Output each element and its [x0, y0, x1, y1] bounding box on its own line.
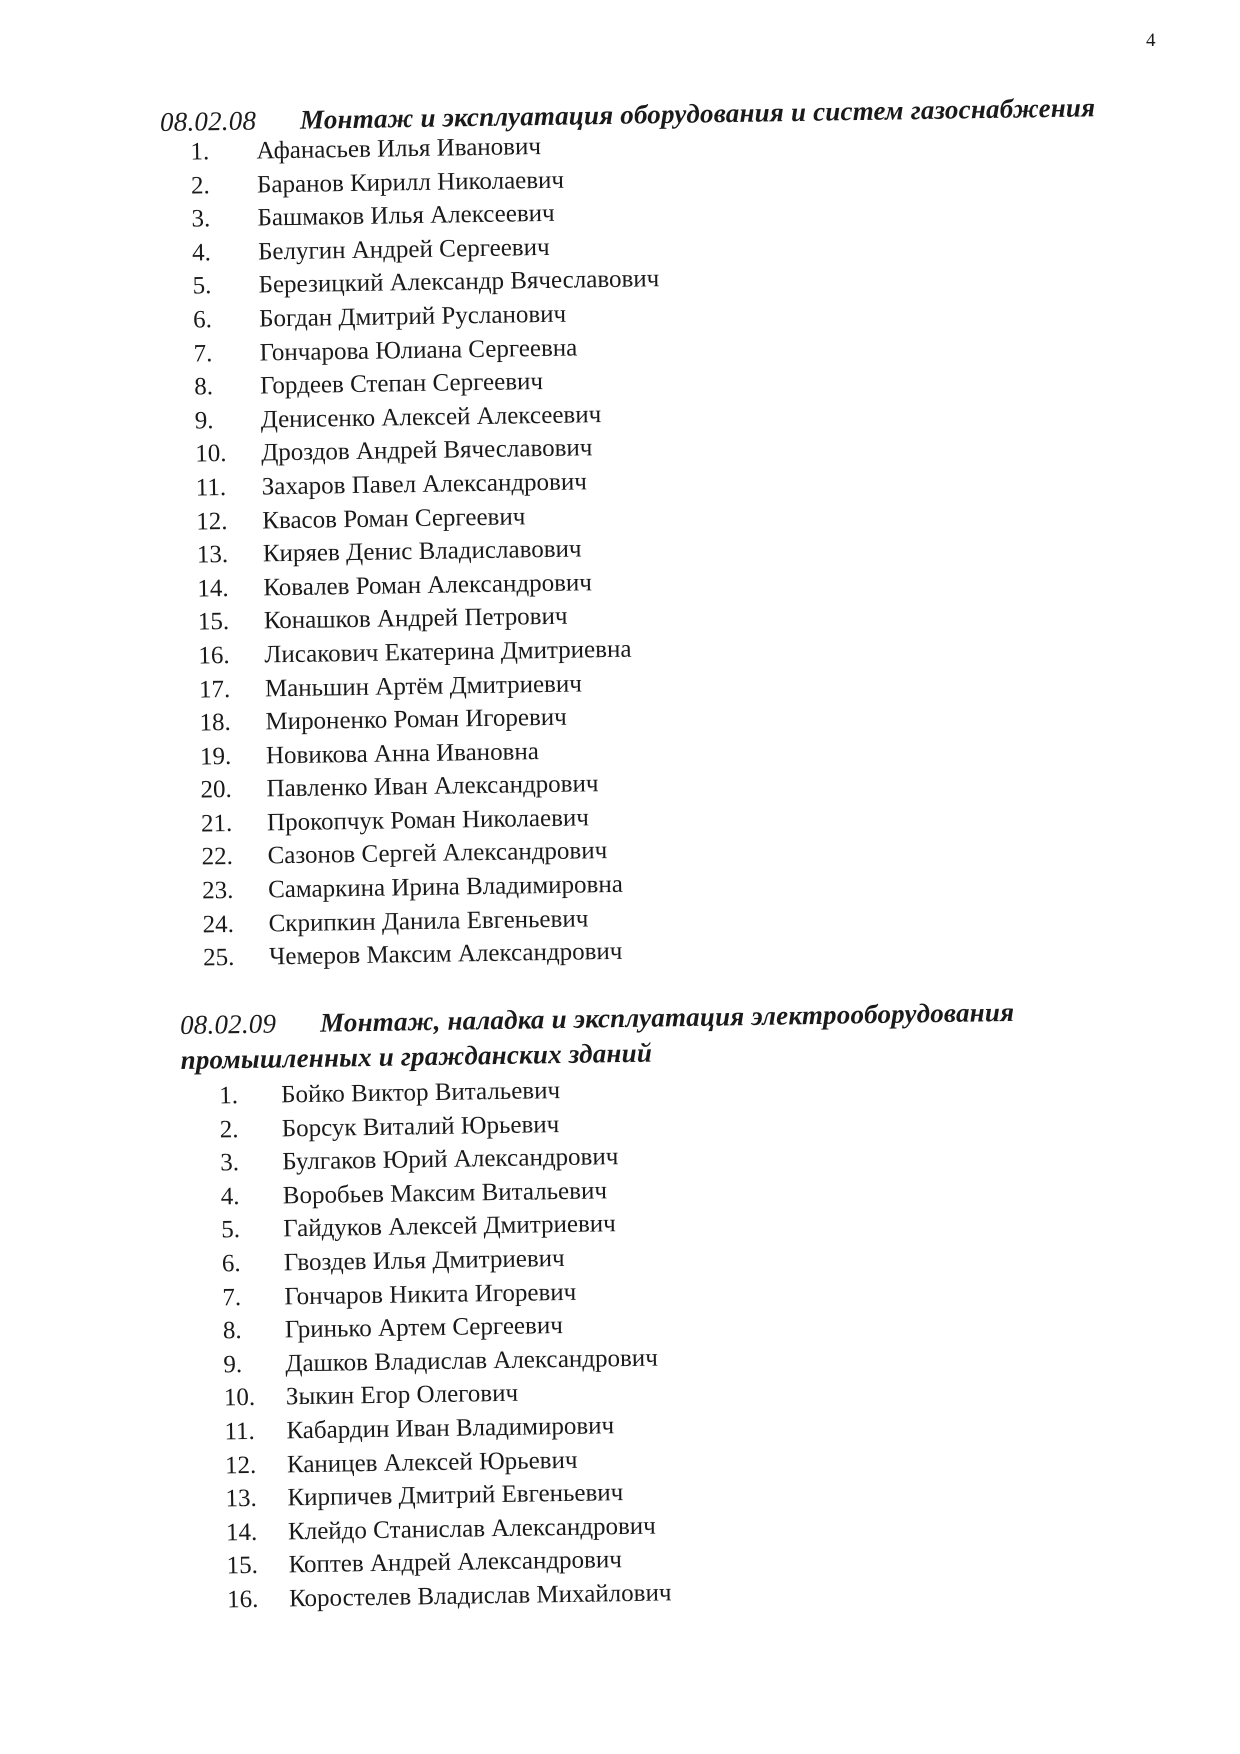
list-item [224, 1408, 669, 1449]
item-number: 9. [194, 406, 214, 435]
item-number: 8. [222, 1317, 242, 1345]
student-name: Гринько Артем Сергеевич [284, 1312, 563, 1344]
item-number: 10. [223, 1384, 256, 1412]
page-number: 4 [1146, 30, 1156, 51]
item-number: 10. [195, 440, 227, 468]
item-number: 6. [221, 1250, 241, 1278]
student-name: Коростелев Владислав Михайлович [288, 1579, 672, 1613]
student-name: Баранов Кирилл Николаевич [256, 166, 565, 199]
item-number: 16. [226, 1585, 259, 1614]
item-number: 5. [192, 272, 212, 300]
student-name: Мироненко Роман Игоревич [265, 703, 567, 736]
specialty-title-line2: промышленных и гражданских зданий [180, 1037, 653, 1075]
item-number: 15. [197, 608, 230, 636]
item-number: 13. [225, 1484, 257, 1513]
student-list [219, 1072, 672, 1616]
specialty-code: 08.02.08 [159, 105, 257, 137]
item-number: 4. [191, 239, 212, 267]
item-number: 17. [198, 675, 231, 703]
student-name: Сазонов Сергей Александрович [267, 837, 608, 870]
specialty-code: 08.02.09 [179, 1008, 277, 1040]
student-list [190, 128, 670, 975]
student-name: Гайдуков Алексей Дмитриевич [283, 1210, 616, 1243]
student-name: Квасов Роман Сергеевич [262, 502, 526, 534]
item-number: 3. [191, 205, 211, 233]
student-name: Прокопчук Роман Николаевич [266, 804, 590, 837]
item-number: 9. [223, 1350, 243, 1379]
student-name: Гончаров Никита Игоревич [284, 1278, 577, 1310]
student-name: Скрипкин Данила Евгеньевич [268, 905, 589, 938]
student-name: Кабардин Иван Владимирович [286, 1412, 615, 1445]
student-name: Самаркина Ирина Владимировна [267, 870, 624, 904]
student-name: Гончарова Юлиана Сергеевна [259, 334, 578, 367]
student-name: Кирпичев Дмитрий Евгеньевич [287, 1479, 624, 1512]
item-number: 18. [199, 709, 231, 737]
list-item [203, 934, 670, 975]
item-number: 14. [197, 574, 229, 603]
item-number: 4. [220, 1182, 240, 1211]
list-item [223, 1341, 668, 1382]
item-number: 2. [190, 171, 210, 200]
student-name: Клейдо Станислав Александрович [287, 1512, 656, 1546]
section-heading [180, 997, 1015, 1041]
student-name: Каницев Алексей Юрьевич [286, 1446, 578, 1478]
student-name: Воробьев Максим Витальевич [282, 1177, 608, 1210]
item-number: 6. [192, 306, 213, 334]
student-name: Бойко Виктор Витальевич [280, 1077, 561, 1109]
item-number: 11. [224, 1417, 256, 1446]
student-name: Денисенко Алексей Алексеевич [260, 400, 602, 434]
student-name: Маньшин Артём Дмитриевич [264, 669, 583, 702]
student-name: Новикова Анна Ивановна [265, 737, 540, 770]
item-number: 23. [201, 877, 234, 905]
item-number: 20. [200, 776, 232, 804]
student-name: Гордеев Степан Сергеевич [259, 368, 544, 400]
student-name: Булгаков Юрий Александрович [282, 1143, 619, 1176]
item-number: 7. [193, 339, 213, 368]
student-name: Конашков Андрей Петрович [263, 602, 568, 635]
item-number: 15. [226, 1552, 259, 1580]
item-number: 16. [198, 641, 230, 670]
student-name: Дашков Владислав Александрович [285, 1344, 658, 1378]
item-number: 12. [224, 1451, 257, 1479]
student-name: Березицкий Александр Вячеславович [258, 265, 660, 299]
student-name: Богдан Дмитрий Русланович [258, 300, 567, 333]
student-name: Дроздов Андрей Вячеславович [261, 434, 593, 467]
item-number: 19. [199, 742, 232, 771]
item-number: 13. [196, 541, 229, 569]
student-name: Белугин Андрей Сергеевич [257, 233, 550, 266]
student-name: Борсук Виталий Юрьевич [281, 1110, 560, 1143]
item-number: 7. [222, 1283, 242, 1311]
item-number: 24. [202, 910, 235, 939]
list-item [221, 1207, 666, 1248]
specialty-title-line1: Монтаж, наладка и эксплуатация электрооборудования [319, 996, 1015, 1038]
item-number: 14. [225, 1518, 258, 1547]
item-number: 1. [218, 1082, 239, 1110]
item-number: 21. [200, 809, 233, 838]
specialty-title: Монтаж и эксплуатация оборудования и систем газоснабжения [299, 92, 1096, 135]
student-name: Ковалев Роман Александрович [263, 568, 593, 602]
item-number: 3. [220, 1149, 240, 1177]
item-number: 5. [221, 1216, 241, 1244]
student-name: Захаров Павел Александрович [261, 468, 588, 501]
item-number: 22. [201, 843, 234, 871]
item-number: 1. [190, 138, 210, 166]
student-name: Павленко Иван Александрович [266, 770, 599, 803]
student-name: Зыкин Егор Олегович [285, 1380, 519, 1411]
item-number: 12. [196, 507, 228, 536]
item-number: 25. [202, 944, 235, 972]
student-name: Коптев Андрей Александрович [288, 1546, 623, 1579]
section-heading-continued [180, 1038, 652, 1076]
student-name: Чемеров Максим Александрович [268, 938, 623, 971]
student-name: Лисакович Екатерина Дмитриевна [264, 635, 632, 669]
student-name: Афанасьев Илья Иванович [256, 133, 542, 165]
student-name: Гвоздев Илья Дмитриевич [283, 1244, 565, 1277]
item-number: 11. [195, 473, 227, 502]
item-number: 8. [193, 373, 214, 401]
student-name: Башмаков Илья Алексеевич [257, 200, 555, 232]
student-name: Киряев Денис Владиславович [262, 535, 582, 568]
item-number: 2. [219, 1115, 239, 1143]
list-item [227, 1576, 672, 1617]
